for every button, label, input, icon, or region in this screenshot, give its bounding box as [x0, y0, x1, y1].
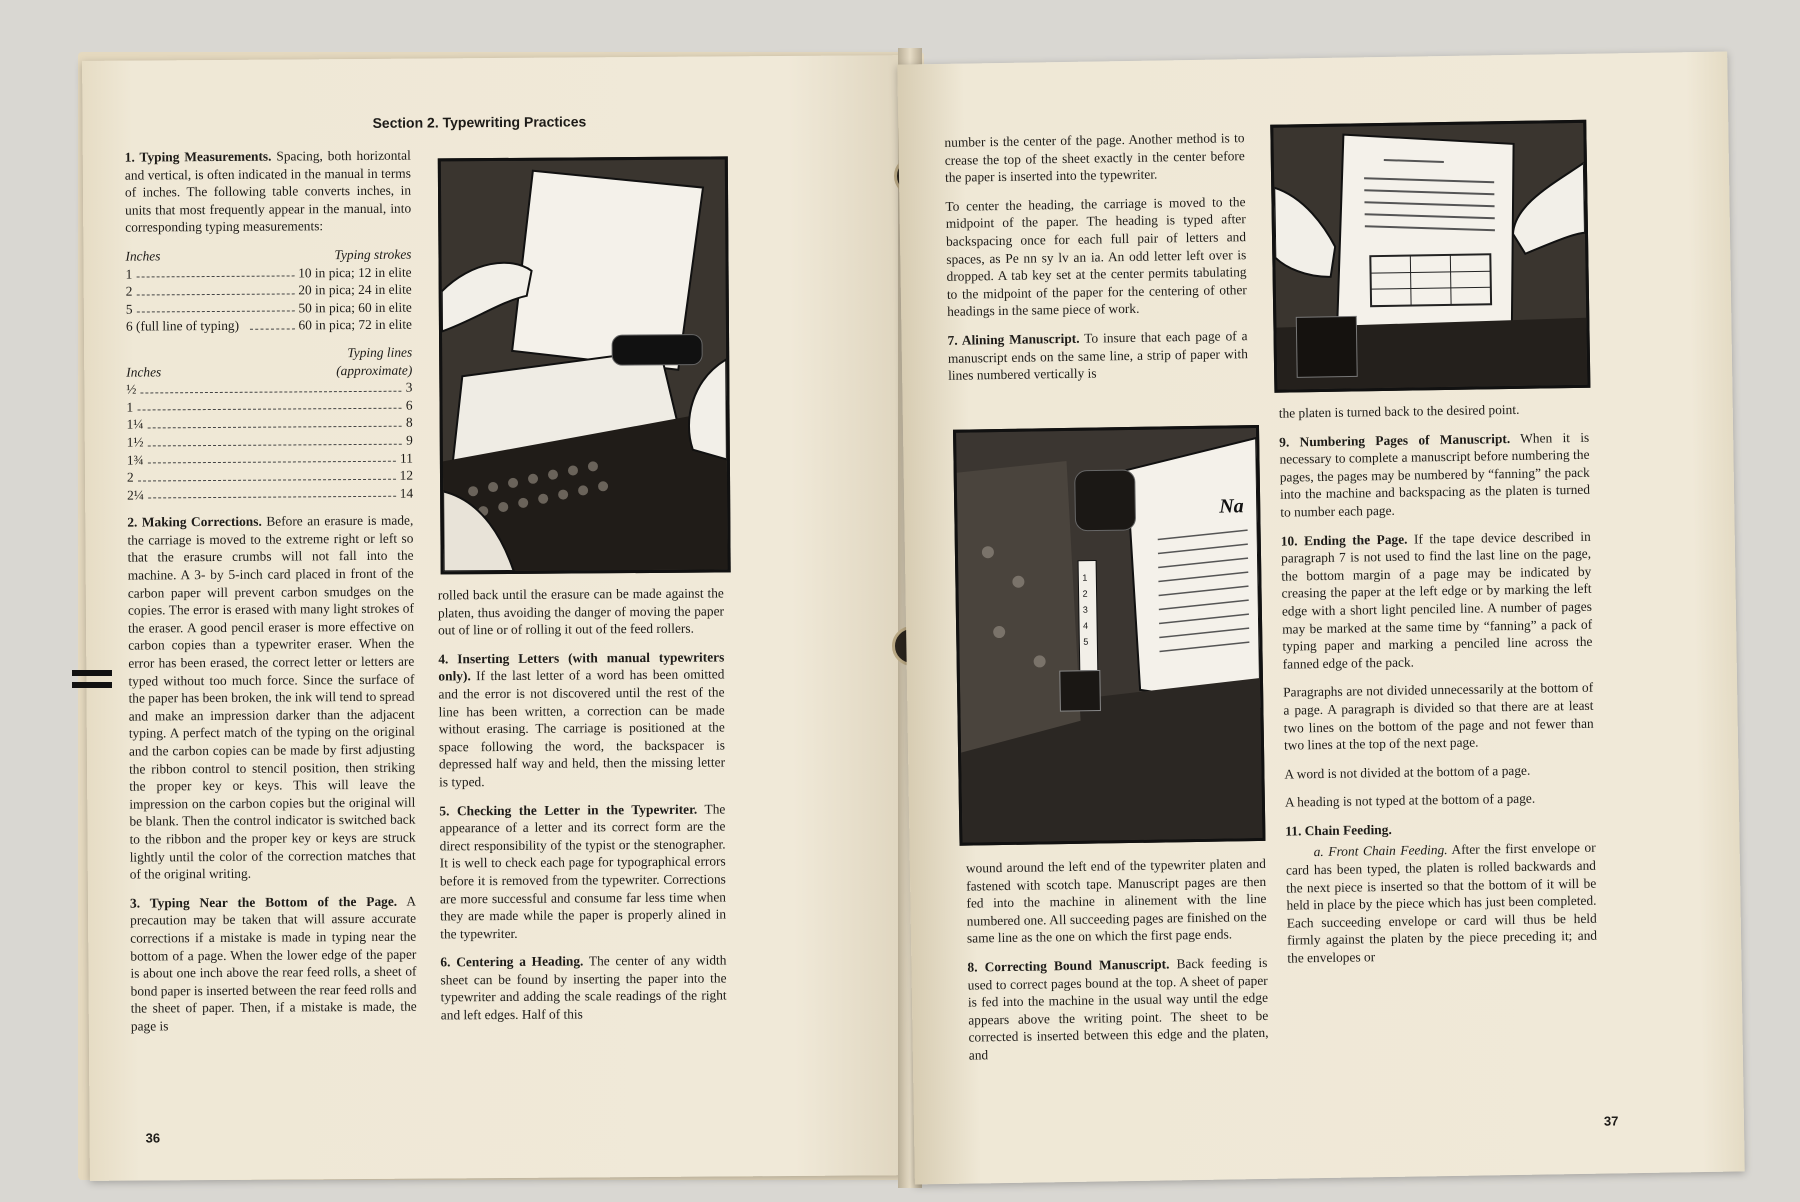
svg-text:3: 3 [1082, 604, 1088, 615]
page-number-left: 36 [145, 1130, 161, 1146]
heading-chain-feeding: 11. Chain Feeding. [1285, 821, 1392, 839]
heading-inserting-letters: 4. Inserting Letters (with manual typewriters only). [438, 649, 725, 684]
table-col-lines: Typing lines (approximate) [336, 344, 413, 378]
table-cell: 2¼ [127, 487, 144, 503]
table-row [126, 396, 412, 416]
table-cell: 50 in pica; 60 in elite [298, 299, 412, 316]
platen-tape-drawing [956, 428, 1262, 843]
section-title: Section 2. Typewriting Practices [372, 113, 587, 131]
heading-numbering-pages: 9. Numbering Pages of Manuscript. [1279, 430, 1511, 450]
table-cell: 12 [399, 467, 414, 483]
paragraph-correcting-bound [967, 954, 1269, 1064]
paragraph-typing-measurements [125, 147, 412, 237]
table-col-inches: Inches [126, 363, 162, 380]
right-column-3 [1279, 400, 1598, 978]
text-front-chain-feeding: After the first envelope or card has been typed, the platen is rolled backwards and the next piece is inserted so that the bottom of it will be held in place by the piece which has just been completed. Each succeeding envelope or card will thus be held firmly against the platen by the piece preceding it; and the envelopes or [1285, 840, 1598, 966]
paragraph-centering-heading [440, 952, 726, 1024]
heading-ending-page: 10. Ending the Page. [1280, 531, 1408, 549]
table-cell: 1 [126, 399, 134, 415]
svg-text:1: 1 [1082, 572, 1088, 583]
svg-text:5: 5 [1083, 636, 1089, 647]
sheet-table-drawing [1273, 123, 1587, 390]
text-alining-manuscript: To insure that each page of a manuscript ends on the same line, a strip of paper with lines numbered vertically is [947, 328, 1248, 383]
heading-centering-heading: 6. Centering a Heading. [440, 953, 584, 970]
typewriter-paper-drawing [441, 159, 728, 571]
heading-alining-manuscript: 7. Alining Manuscript. [947, 330, 1080, 348]
paragraph-alining-manuscript [947, 327, 1248, 384]
table-row [127, 432, 413, 452]
edge-mark [72, 682, 112, 688]
table-row [126, 298, 412, 318]
text-typing-near-bottom: A precaution may be taken that will assure accurate corrections if a mistake is made in typing near the bottom of a page. When the lower edge of the paper is about one inch above the rear feed rolls, a sheet of bond paper is inserted between the rear feed rolls and the sheet of paper. Then, if a mistake is made, the page is [130, 893, 417, 1034]
left-column-2 [438, 584, 727, 1035]
paragraph-rolled-back: rolled back until the erasure can be made against the platen, thus avoiding the danger of moving the paper out of line or of rolling it out of the feed rollers. [437, 585, 725, 638]
paragraph-paragraphs-divided: Paragraphs are not divided unnecessarily at the bottom of a page. A paragraph is divided so that there are at least two lines on the bottom of the page and not fewer than two lines at the top of the next page. [1283, 680, 1594, 753]
text-centering-heading: The center of any width sheet can be found by inserting the paper into the typewriter and adding the scale readings of the right and left edges. Half of this [440, 952, 727, 1023]
table-row [127, 467, 413, 487]
text-numbering-pages: When it is necessary to complete a manuscript before numbering the pages, the pages may be numbered by “fanning” the pack into the machine and backspacing as the platen is turned to number each page. [1279, 429, 1591, 520]
paragraph-platen-turned: the platen is turned back to the desired point. [1278, 401, 1520, 421]
table-cell: 6 (full line of typing) [125, 318, 240, 334]
text-making-corrections: Before an erasure is made, the carriage is moved to the extreme right or left so that the erasure crumbs will not fall into the machine. A 3- by 5-inch card placed in front of the carbon paper will prevent carbon smudges on the copies. The error is erased with many light strokes of the eraser. A good pencil eraser is more effective on carbon copies than a typewriter eraser. When the error has been erased, the correct letter or letters are typed without too much force. Since the surface of the paper has been broken, the ink will tend to spread and make an impression darker than the adjacent typing. A perfect match of the typing on the original and the carbon copies can be made by first adjusting the ribbon control to stencil position, then striking the proper key or keys. This will leave the impression on the carbon copies but the original will be blank. Then the control indicator is switched back to the ribbon and the proper key or keys are struck lightly until the color of the correction matches that of the original writing. [127, 512, 416, 882]
table-cell: 1½ [126, 434, 144, 450]
svg-text:2: 2 [1082, 588, 1088, 599]
heading-correcting-bound: 8. Correcting Bound Manuscript. [967, 956, 1170, 975]
table-row [126, 379, 412, 399]
illustration-label: Na [1219, 495, 1244, 518]
page-number-right: 37 [1603, 1113, 1619, 1129]
svg-text:4: 4 [1083, 620, 1089, 631]
illustration-numbered-tape [953, 425, 1265, 846]
table-row [127, 484, 413, 504]
right-page [897, 52, 1744, 1185]
table-col-strokes: Typing strokes [334, 246, 412, 263]
text-checking-letter: The appearance of a letter and its correct form are the direct responsibility of the typist or the stenographer. It is well to check each page for typographical errors before it is removed from the typewriter. Corrections are more successful and consume far less time when they are made while the paper is properly alined in the typewriter. [439, 800, 727, 942]
table-cell: 20 in pica; 24 in elite [298, 281, 412, 298]
illustration-inserting-paper [438, 156, 731, 574]
table-cell: 60 in pica; 72 in elite [298, 316, 413, 333]
inches-strokes-table [125, 246, 412, 336]
text-ending-page: If the tape device described in paragraph 7 is not used to find the last line on the page, the bottom margin of a page may be indicated by creasing the paper at the left edge or by marking the left edge with a short light penciled line. A number of pages may be marked at the same time by “fanning” a pack of typing paper and marking a penciled line across the fanned edge of the pack. [1280, 528, 1593, 672]
paragraph-center-heading: To center the heading, the carriage is moved to the midpoint of the paper. The heading is typed after backspacing once for each full pair of letters and spaces, as Pe nn sy lv an ia. An odd letter left over is dropped. A tab key set at the center permits tabulating to the midpoint of the paper for the centering of other headings in the same piece of work. [945, 193, 1247, 320]
right-column-2 [966, 855, 1269, 1075]
table-row [127, 449, 413, 469]
table-row [126, 316, 412, 336]
table-header [125, 246, 411, 266]
paragraph-ending-page [1281, 527, 1593, 673]
right-column-1 [944, 129, 1248, 395]
table-cell: 1¼ [126, 416, 144, 432]
table-cell: 2 [125, 283, 133, 299]
table-cell: 2 [126, 469, 134, 485]
paragraph-center-of-page: number is the center of the page. Another method is to crease the top of the sheet exactly in the center before the paper is inserted into the typewriter. [944, 130, 1245, 186]
paragraph-chain-feeding [1285, 818, 1595, 840]
paragraph-heading-bottom: A heading is not typed at the bottom of a page. [1284, 790, 1536, 810]
table-cell: 1 [125, 266, 133, 282]
inches-lines-table [126, 344, 413, 504]
table-cell: 3 [405, 379, 413, 395]
paragraph-checking-letter [439, 800, 726, 943]
paragraph-numbering-pages [1279, 428, 1590, 521]
table-cell: 11 [399, 450, 413, 466]
paragraph-inserting-letters [438, 648, 725, 791]
paragraph-making-corrections [127, 512, 416, 883]
text-inserting-letters: If the last letter of a word has been omitted and the error is not discovered until the rest of the line has been written, a correction can be made without erasing. The carriage is positioned at the space following the word, the backspacer is depressed half way and held, then the missing letter is typed. [438, 666, 726, 790]
heading-making-corrections: 2. Making Corrections. [127, 513, 262, 530]
table-cell: ½ [126, 381, 137, 397]
table-cell: 6 [405, 397, 413, 413]
illustration-holding-sheet [1270, 120, 1590, 393]
paragraph-typing-near-bottom [130, 892, 417, 1035]
table-cell: 5 [125, 301, 133, 317]
table-row [126, 263, 412, 283]
paragraph-wound-around: wound around the left end of the typewriter platen and fastened with scotch tape. Manuscript pages are then fed into the machine in alinement with the line numbered one. All succeeding pages are finished on the same line as the one on which the first page ends. [965, 855, 1267, 946]
table-header [126, 344, 412, 381]
left-page [82, 55, 920, 1181]
table-row [126, 281, 412, 301]
text-typing-measurements: Spacing, both horizontal and vertical, is often indicated in the manual in terms of inches. The following table converts inches, in units that most frequently appear in the manual, into corresponding typing measurements: [124, 147, 412, 235]
table-row [127, 414, 413, 434]
table-cell: 9 [406, 432, 413, 448]
table-cell: 14 [399, 485, 414, 501]
edge-mark [72, 670, 112, 676]
left-column-1 [125, 147, 417, 1046]
paragraph-front-chain-feeding [1286, 839, 1598, 967]
paragraph-word-divided: A word is not divided at the bottom of a page. [1284, 762, 1531, 782]
book-spread [86, 38, 1726, 1184]
table-col-inches: Inches [125, 248, 161, 264]
table-cell: 10 in pica; 12 in elite [298, 264, 412, 280]
heading-typing-near-bottom: 3. Typing Near the Bottom of the Page. [129, 893, 398, 911]
table-cell: 8 [405, 414, 413, 430]
heading-typing-measurements: 1. Typing Measurements. [124, 148, 272, 165]
text-correcting-bound: Back feeding is used to correct pages bound at the top. A sheet of paper is fed into the machine in the usual way until the edge appears above the writing point. The sheet to be corrected is inserted between this edge and the platen, and [967, 954, 1269, 1063]
table-cell: 1¾ [126, 451, 144, 468]
label-front-chain-feeding: a. Front Chain Feeding. [1313, 842, 1448, 860]
heading-checking-letter: 5. Checking the Letter in the Typewriter. [439, 801, 698, 818]
